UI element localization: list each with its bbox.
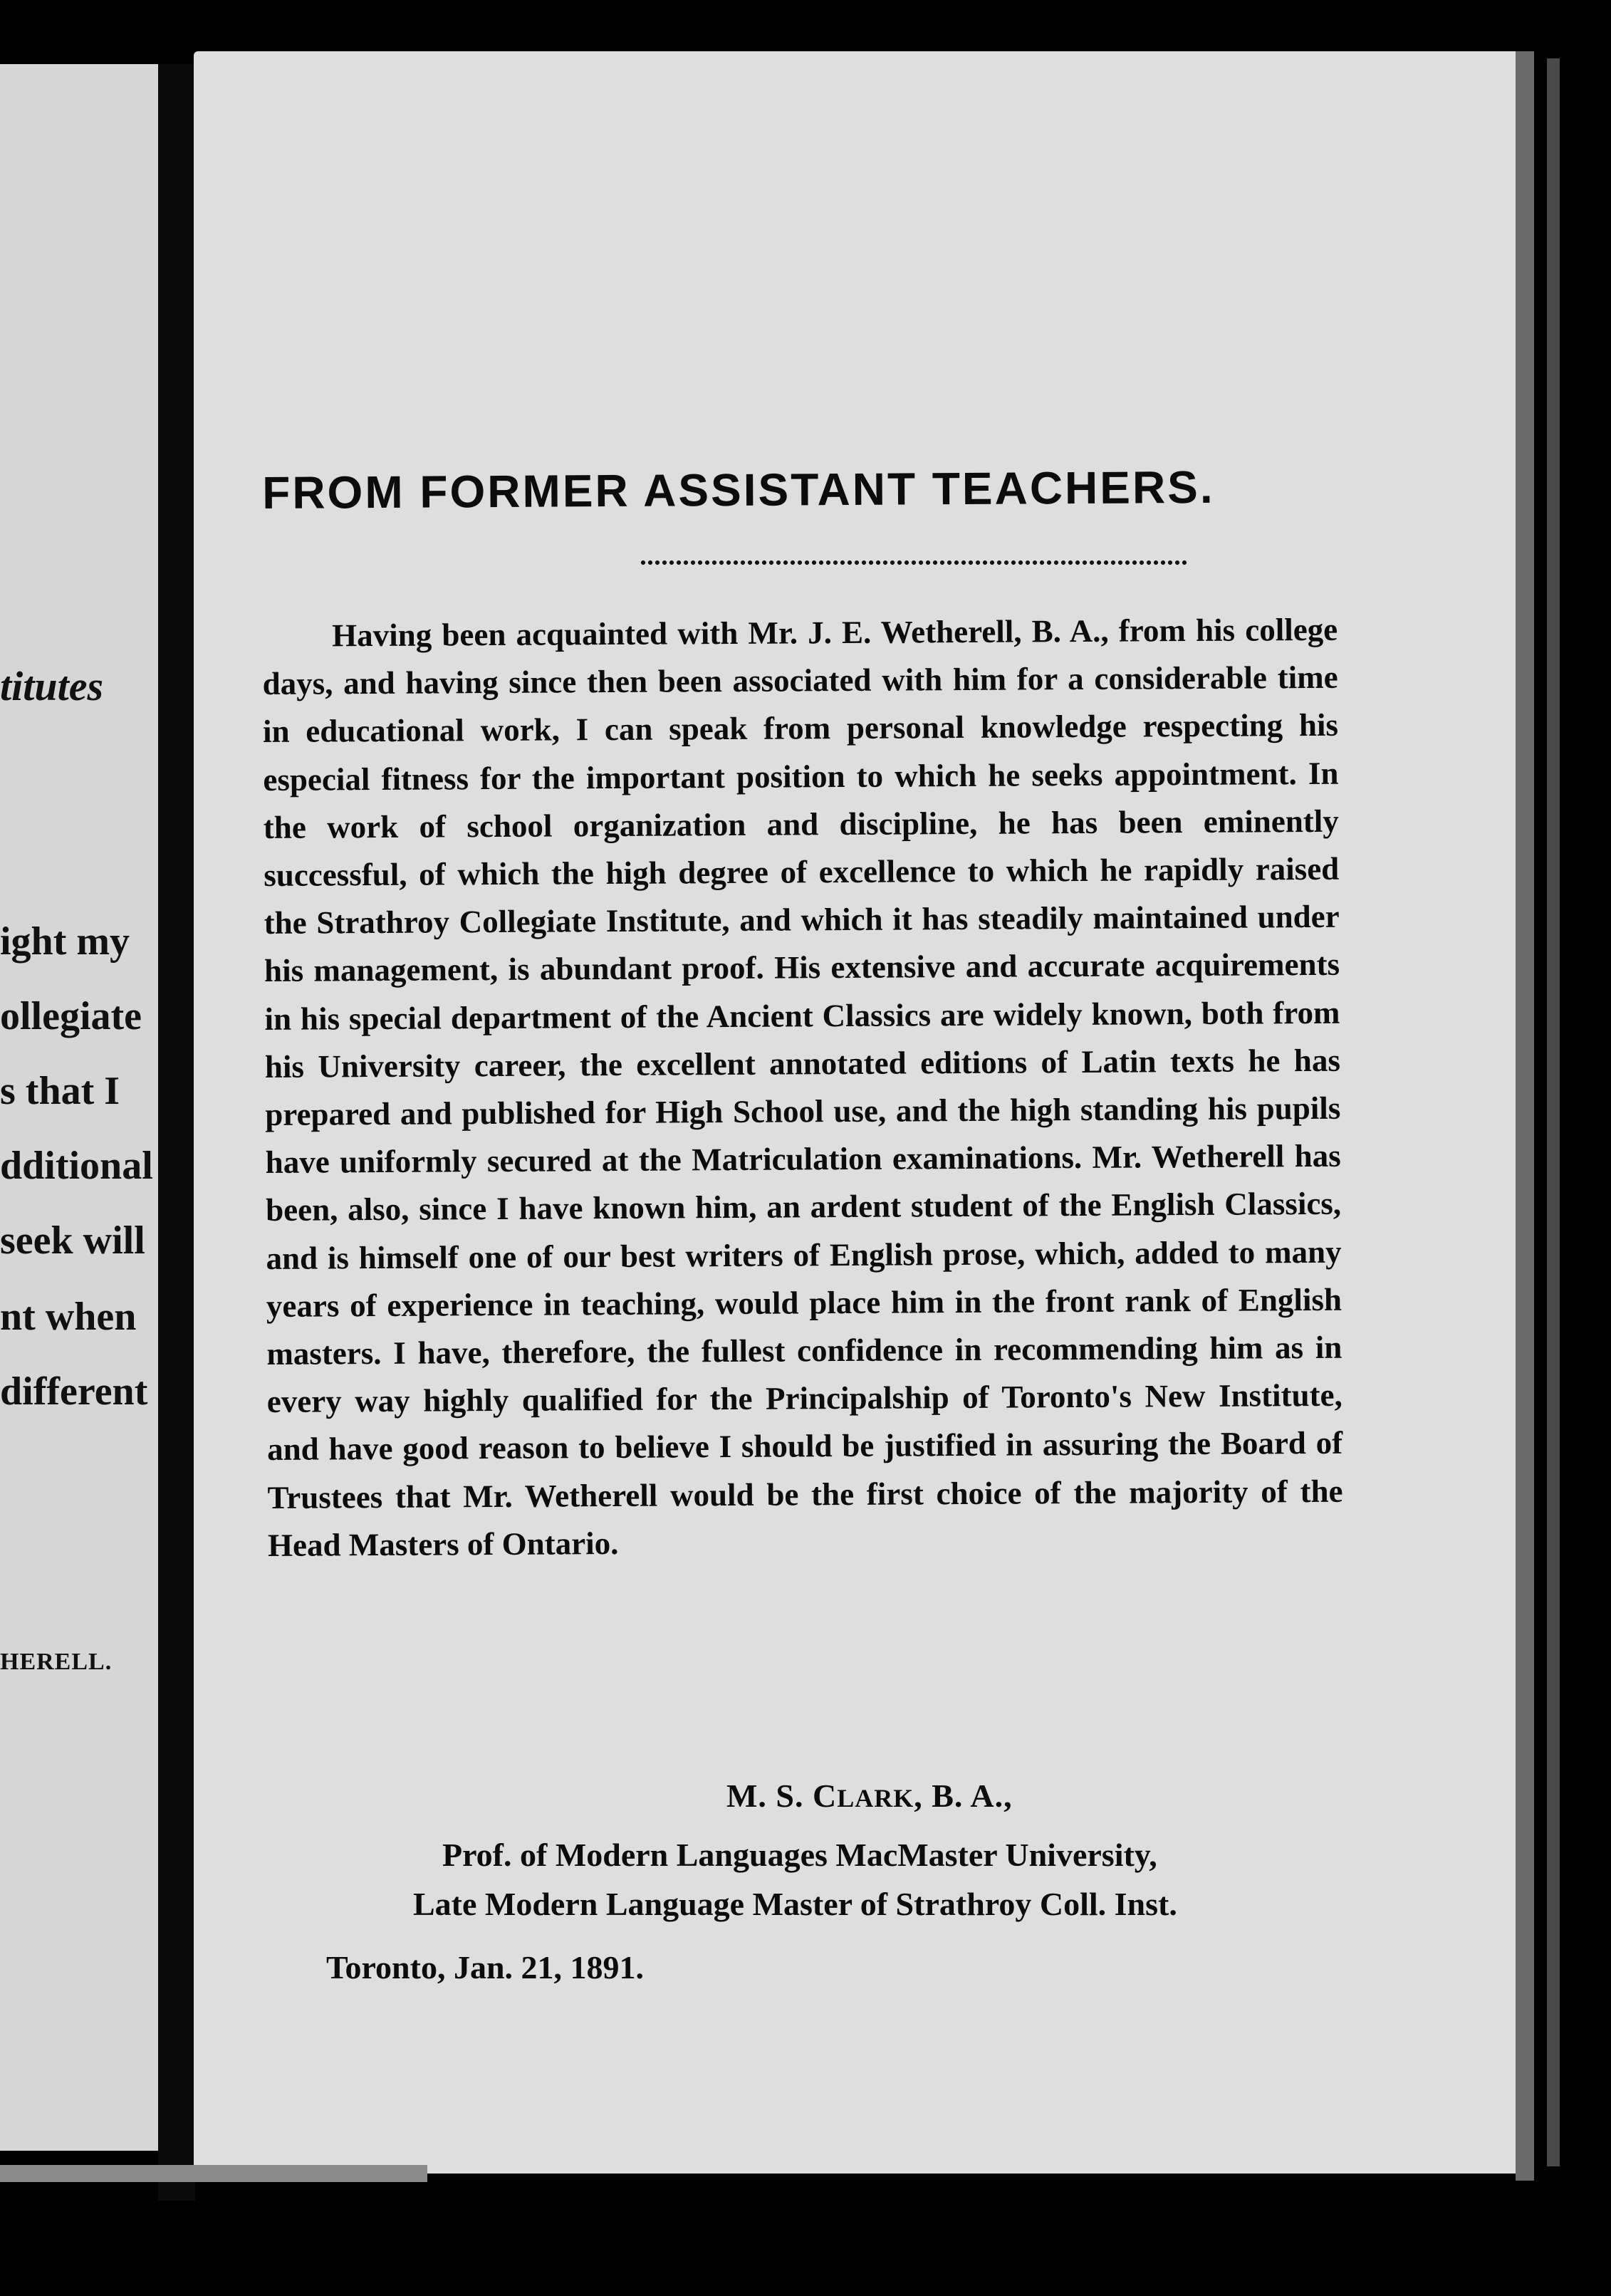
left-page-line: ollegiate — [0, 994, 142, 1038]
date-line: Toronto, Jan. 21, 1891. — [326, 1949, 645, 1985]
left-page-title-fragment: titutes — [0, 663, 104, 709]
signature-title-line: Late Modern Language Master of Strathroy Coll. Inst. — [413, 1886, 1177, 1922]
left-page-line: dditional — [0, 1144, 153, 1188]
left-page-signature-fragment: HERELL. — [0, 1649, 113, 1675]
left-page-line: nt when — [0, 1295, 137, 1339]
page-edge — [1516, 51, 1534, 2181]
page-content — [262, 0, 1359, 2296]
left-page-line: ight my — [0, 919, 130, 964]
signature-name: M. S. CLARK, B. A., — [726, 1778, 1013, 1814]
signature-title-line: Prof. of Modern Languages MacMaster University, — [442, 1837, 1157, 1873]
left-page-line: seek will — [0, 1219, 145, 1263]
page-edge — [1547, 58, 1560, 2166]
book-gutter — [158, 64, 195, 2201]
page-heading: FROM FORMER ASSISTANT TEACHERS. — [262, 461, 1215, 518]
left-page-line: different — [0, 1369, 148, 1414]
letter-body: Having been acquainted with Mr. J. E. Wetherell, B. A., from his college days, and having since then been associated with him for a considerable time in educational work, I can speak from personal knowledge respecting his especial fitness for the important position to which he seeks appointment. In the work of school organization and discipline, he has been eminently successful, of which the high degree of excellence to which he rapidly raised the Strathroy Collegiate Institute, and which it has steadily maintained under his management, is abundant proof. His extensive and accurate acquirements in his special department of the Ancient Classics are widely known, both from his University career, the excellent annotated editions of Latin texts he has prepared and published for High School use, and the high standing his pupils have uniformly secured at the Matriculation examinations. Mr. Wetherell has been, also, since I have known him, an ardent student of the English Classics, and is himself one of our best writers of English prose, which, added to many years of experience in teaching, would place him in the front rank of English masters. I have, therefore, the fullest confidence in recommending him as in every way highly qualified for the Principalship of Toronto's New Institute, and have good reason to believe I should be justified in assuring the Board of Trustees that Mr. Wetherell would be the first choice of the majority of the Head Masters of Ontario. — [262, 611, 1343, 1563]
left-page-line: s that I — [0, 1069, 120, 1113]
dotted-divider — [640, 559, 1188, 566]
